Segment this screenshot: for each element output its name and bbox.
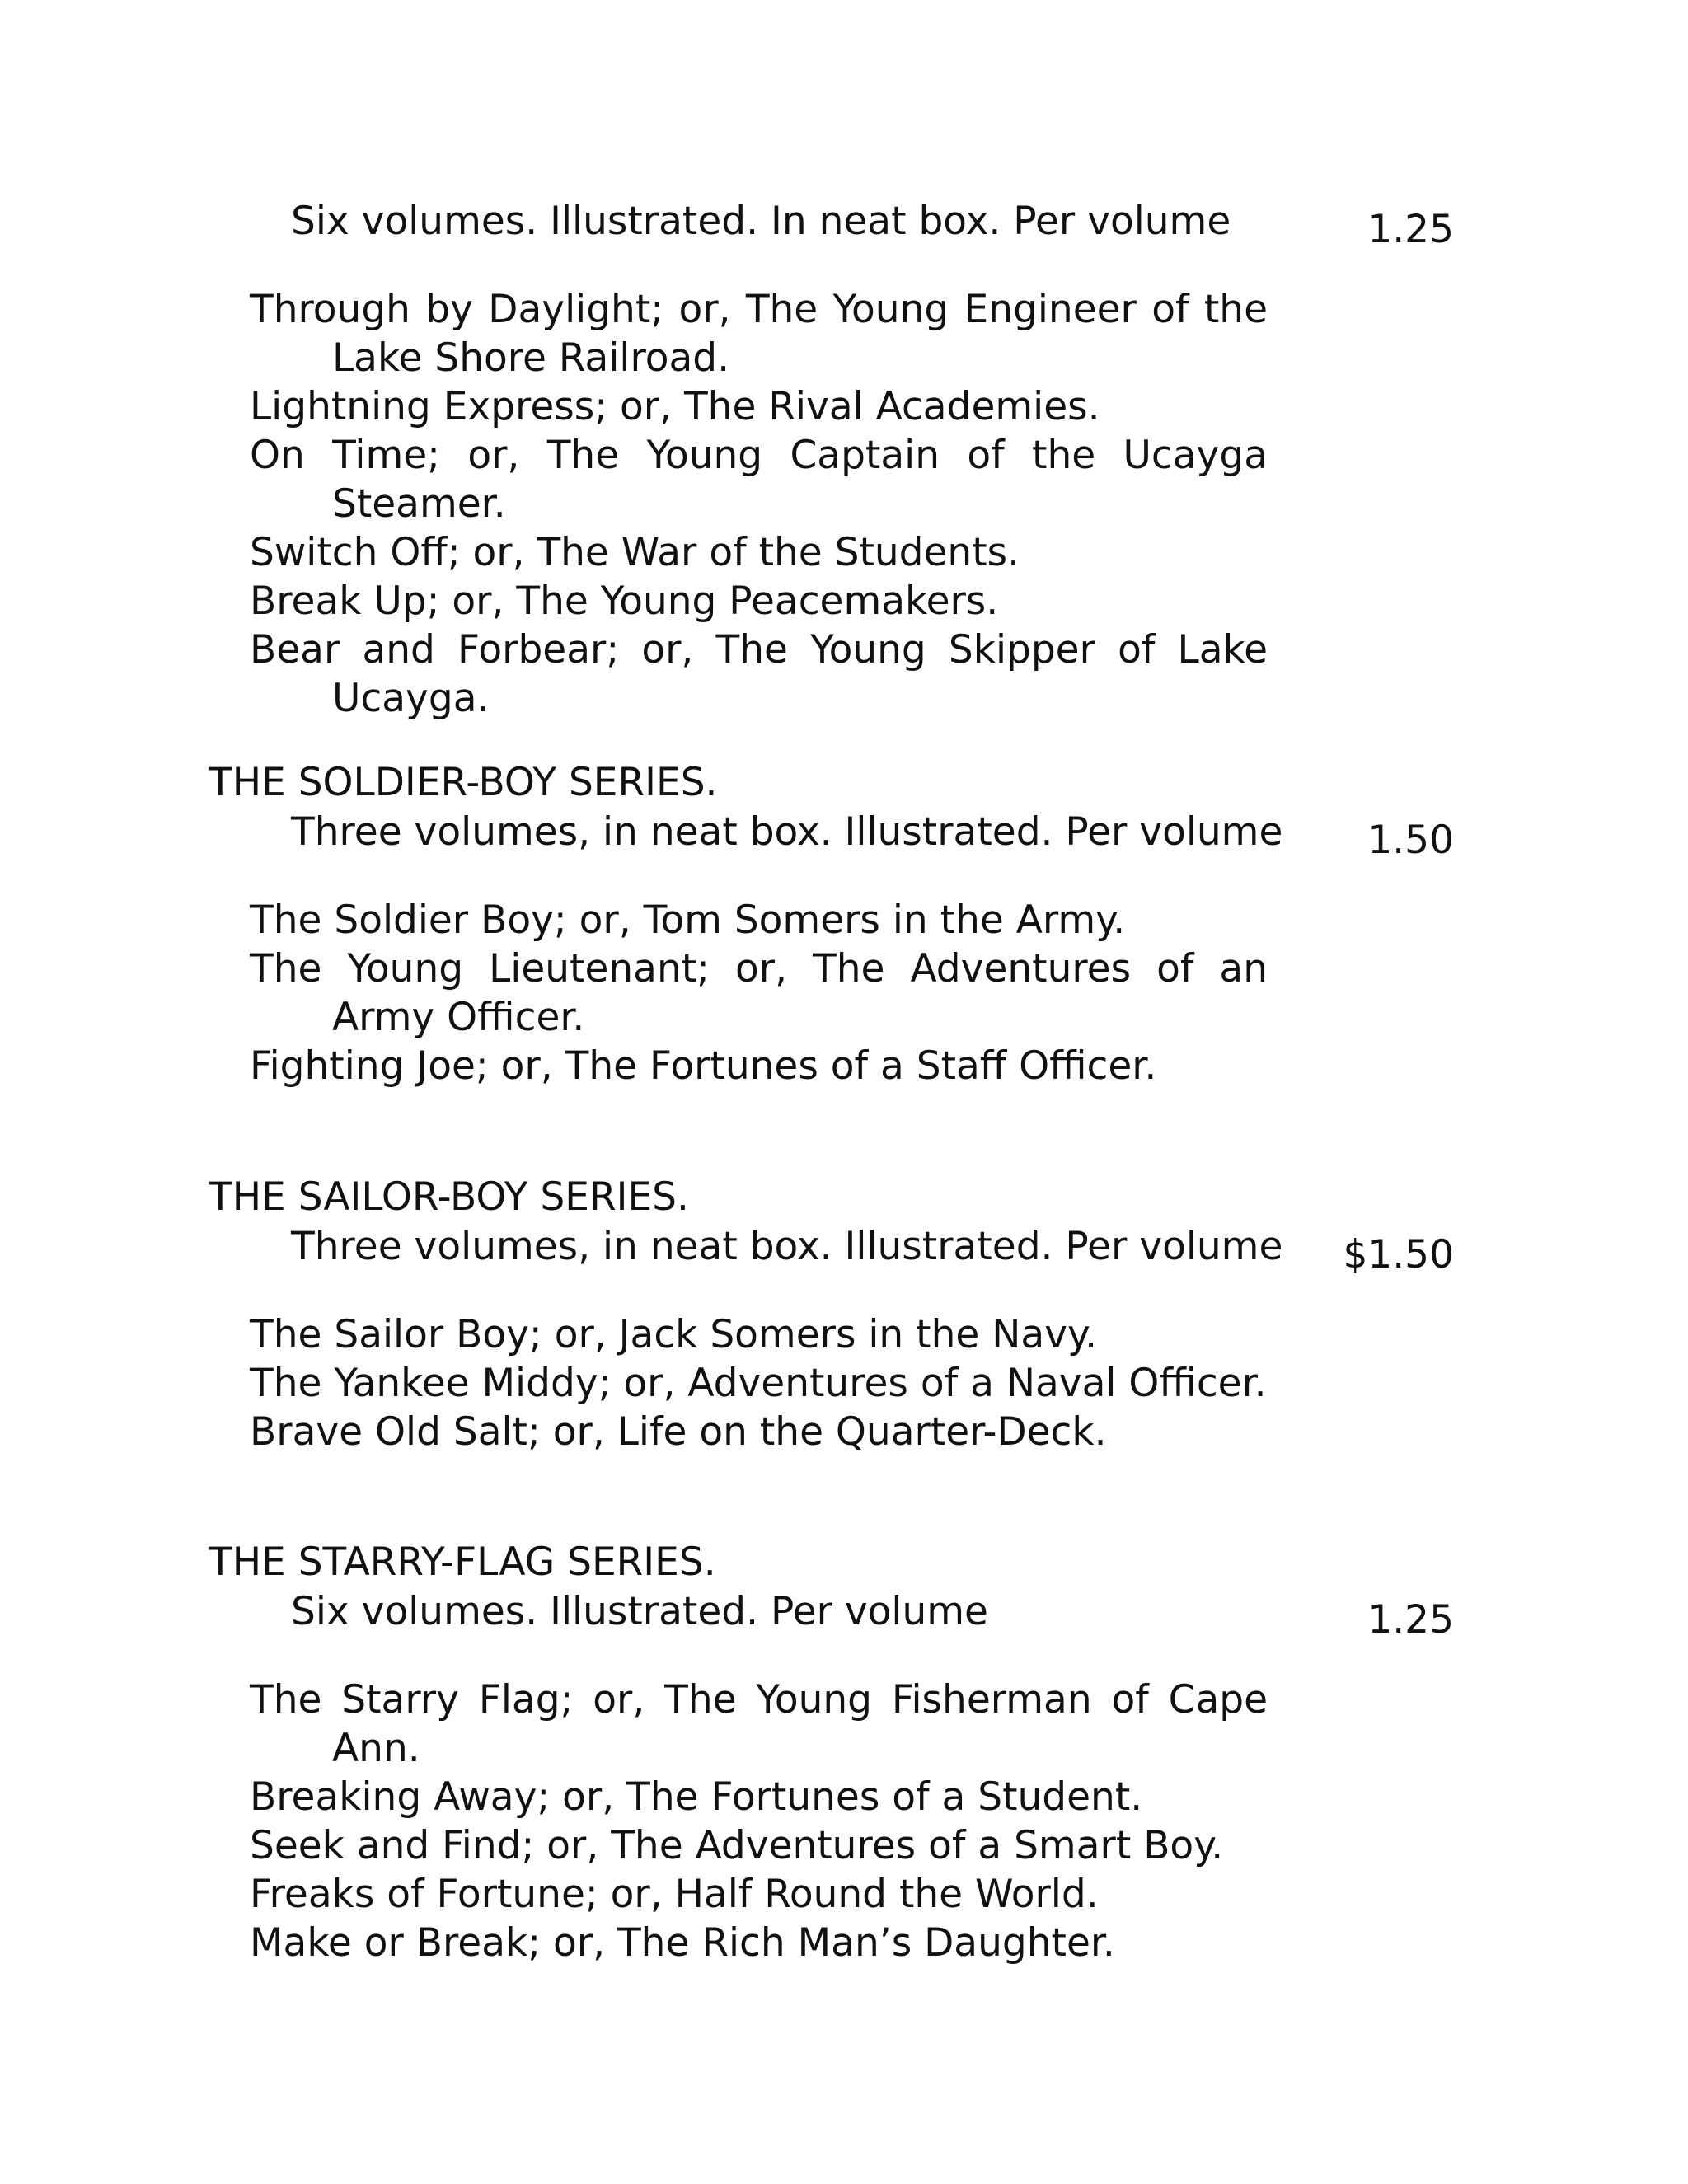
series-title: THE SOLDIER-BOY SERIES.	[209, 760, 718, 805]
series-description: Three volumes, in neat box. Illustrated. Per volume	[291, 1224, 1283, 1269]
book-title: Brave Old Salt; or, Life on the Quarter-Deck.	[250, 1409, 1107, 1455]
book-title: Make or Break; or, The Rich Man’s Daughter.	[250, 1920, 1115, 1966]
series-title: THE SAILOR-BOY SERIES.	[209, 1174, 689, 1220]
series-description: Three volumes, in neat box. Illustrated. Per volume	[291, 809, 1283, 855]
book-title: The Soldier Boy; or, Tom Somers in the Army.	[250, 898, 1126, 943]
book-title: Breaking Away; or, The Fortunes of a Student.	[250, 1774, 1143, 1820]
book-title: The Yankee Middy; or, Adventures of a Naval Officer.	[250, 1361, 1267, 1406]
book-title: The Sailor Boy; or, Jack Somers in the Navy.	[250, 1312, 1098, 1357]
series-description: Six volumes. Illustrated. In neat box. Per volume	[291, 199, 1231, 244]
book-title: Seek and Find; or, The Adventures of a Smart Boy.	[250, 1823, 1224, 1868]
series-price: 1.25	[1367, 1597, 1454, 1643]
series-price: 1.50	[1367, 818, 1454, 863]
series-title: THE STARRY-FLAG SERIES.	[209, 1540, 716, 1585]
book-title: The Young Lieutenant; or, The Adventures of an Army Officer.	[250, 946, 1268, 1040]
book-title: Switch Off; or, The War of the Students.	[250, 530, 1020, 575]
series-price: $1.50	[1343, 1232, 1454, 1277]
series-price: 1.25	[1367, 207, 1454, 252]
book-list	[250, 896, 1268, 1090]
book-title: Break Up; or, The Young Peacemakers.	[250, 579, 999, 624]
book-title: Through by Daylight; or, The Young Engineer of the Lake Shore Railroad.	[250, 287, 1268, 381]
book-list	[250, 1310, 1268, 1456]
book-title: Freaks of Fortune; or, Half Round the World.	[250, 1872, 1099, 1917]
series-description: Six volumes. Illustrated. Per volume	[291, 1589, 988, 1634]
book-list	[250, 285, 1268, 723]
book-list	[250, 1675, 1268, 1967]
book-title: Lightning Express; or, The Rival Academies.	[250, 384, 1100, 429]
book-title: On Time; or, The Young Captain of the Ucayga Steamer.	[250, 433, 1268, 527]
book-title: Bear and Forbear; or, The Young Skipper of Lake Ucayga.	[250, 627, 1268, 721]
book-title: The Starry Flag; or, The Young Fisherman of Cape Ann.	[250, 1677, 1268, 1771]
book-title: Fighting Joe; or, The Fortunes of a Staff Officer.	[250, 1043, 1157, 1089]
